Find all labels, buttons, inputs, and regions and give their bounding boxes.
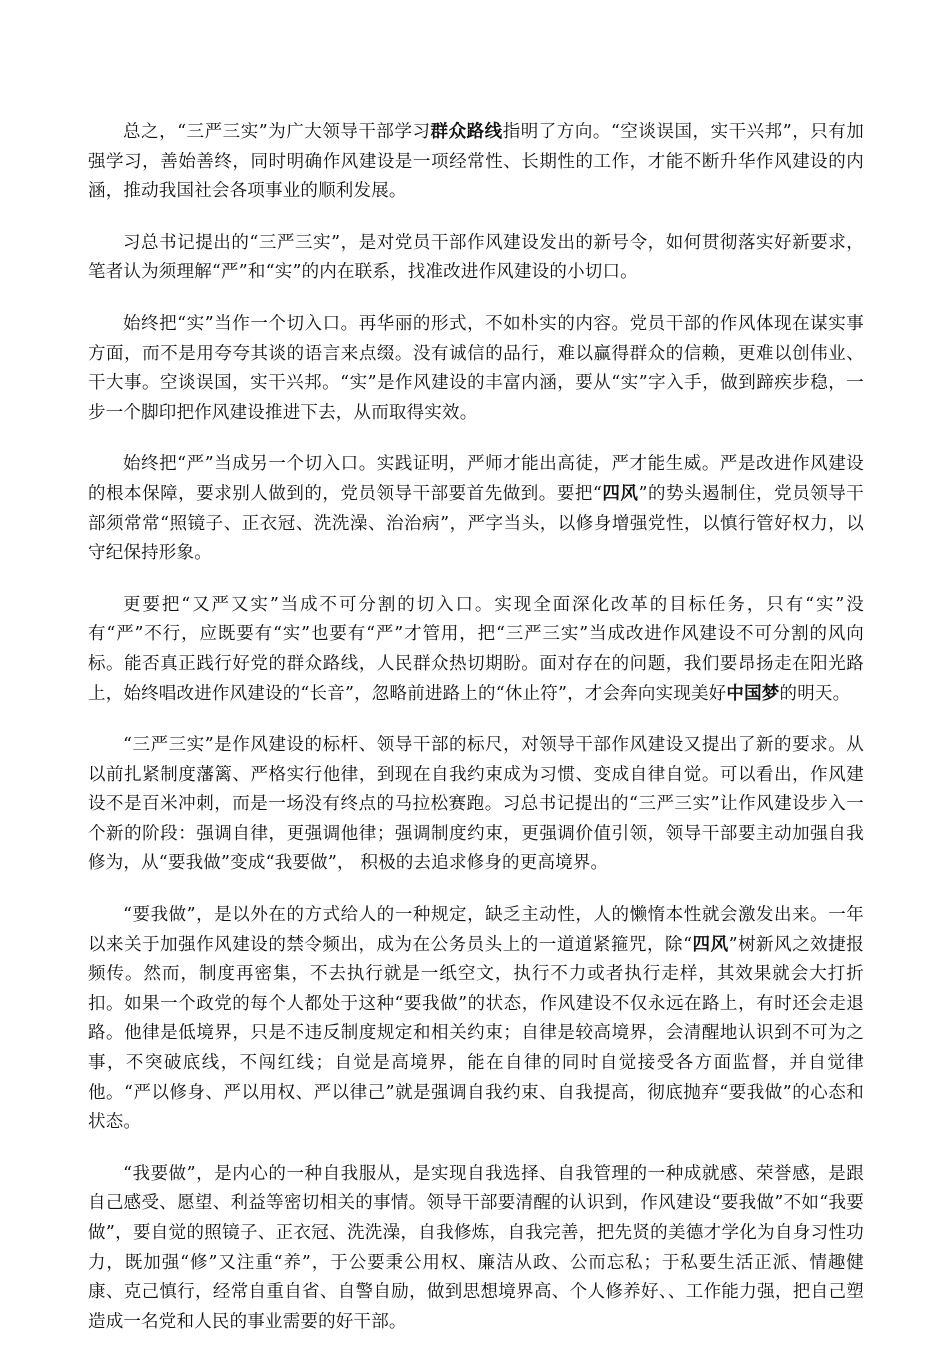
paragraph — [88, 591, 864, 709]
paragraph-text: 指明了方向。“空谈误国，实干兴邦”，只有加强学习，善始善终，同时明确作风建设是一项经常性、长期性的工作，才能不断升华作风建设的内涵，推动我国社会各项事业的顺利发展。 — [88, 122, 865, 202]
highlighted-term: 四风 — [692, 934, 729, 955]
paragraph-text: “三严三实”是作风建设的标杆、领导干部的标尺，对领导干部作风建设又提出了新的要求。从以前扎紧制度藩篱、严格实行他律，到现在自我约束成为习惯、变成自律自觉。可以看出，作风建设不是百米冲刺，而是一场没有终点的马拉松赛跑。习总书记提出的“三严三实”让作风建设步入一个新的阶段：强调自律，更强调他律；强调制度约束，更强调价值引领，领导干部要主动加强自我修为，从“要我做”变成“我要做”， 积极的去追求修身的更高境界。 — [88, 735, 864, 874]
paragraph-text: 始终把“严”当成另一个切入口。实践证明，严师才能出高徒，严才能生威。严是改进作风建设的根本保障，要求别人做到的，党员领导干部要首先做到。要把“ — [88, 454, 864, 504]
paragraph-text: ”的势头遏制住，党员领导干部须常常“照镜子、正衣冠、洗洗澡、治治病”，严字当头，以修身增强党性，以慎行管好权力，以守纪保持形象。 — [88, 483, 865, 564]
document-body — [88, 118, 864, 1359]
paragraph-text: 更要把“又严又实”当成不可分割的切入口。实现全面深化改革的目标任务，只有“实”没有“严”不行，应既要有“实”也要有“严”才管用，把“三严三实”当成改进作风建设不可分割的风向标。能否真正践行好党的群众路线，人民群众热切期盼。面对存在的问题，我们要昂扬走在阳光路上，始终唱改进作风建设的“长音”，忽略前进路上的“休止符”，才会奔向实现美好 — [88, 594, 864, 704]
paragraph-text: 的明天。 — [779, 683, 851, 704]
paragraph — [88, 450, 864, 568]
highlighted-term: 群众路线 — [430, 122, 503, 142]
paragraph — [88, 1160, 864, 1338]
paragraph-text: “我要做”，是内心的一种自我服从，是实现自我选择、自我管理的一种成就感、荣誉感，是跟自己感受、愿望、利益等密切相关的事情。领导干部要清醒的认识到，作风建设“要我做”不如“我要做”，要自觉的照镜子、正衣冠、洗洗澡，自我修炼，自我完善，把先贤的美德才学化为自身习性功力，既加强“修”又注重“养”，于公要秉公用权、廉洁从政、公而忘私；于私要生活正派、情趣健康、克己慎行，经常自重自省、自警自励，做到思想境界高、个人修养好、、工作能力强，把自己塑造成一名党和人民的事业需要的好干部。 — [88, 1163, 864, 1332]
highlighted-term: 四风 — [602, 483, 639, 504]
paragraph-text: 始终把“实”当作一个切入口。再华丽的形式，不如朴实的内容。党员干部的作风体现在谋实事方面，而不是用夸夸其谈的语言来点缀。没有诚信的品行，难以赢得群众的信赖，更难以创伟业、干大事。空谈误国，实干兴邦。“实”是作风建设的丰富内涵，要从“实”字入手，做到蹄疾步稳，一步一个脚印把作风建设推进下去，从而取得实效。 — [88, 313, 864, 423]
paragraph — [88, 731, 864, 879]
paragraph-text: ”树新风之效捷报频传。然而，制度再密集，不去执行就是一纸空文，执行不力或者执行走样，其效果就会大打折扣。如果一个政党的每个人都处于这种“要我做”的状态，作风建设不仅永远在路上，有时还会走退路。他律是低境界，只是不违反制度规定和相关约束；自律是较高境界，会清醒地认识到不可为之事，不突破底线，不闯红线；自觉是高境界，能在自律的同时自觉接受各方面监督，并自觉律他。“严以修身、严以用权、严以律己”就是强调自我约束、自我提高，彻底抛弃“要我做”的心态和状态。 — [88, 934, 864, 1133]
paragraph — [88, 901, 864, 1138]
paragraph-text: 习总书记提出的“三严三实”，是对党员干部作风建设发出的新号令，如何贯彻落实好新要求，笔者认为须理解“严”和“实”的内在联系，找准改进作风建设的小切口。 — [88, 232, 864, 283]
paragraph-text: 总之，“三严三实”为广大领导干部学习 — [123, 122, 431, 142]
paragraph — [88, 310, 864, 428]
paragraph-text: “要我做”，是以外在的方式给人的一种规定，缺乏主动性，人的懒惰本性就会激发出来。一年以来关于加强作风建设的禁令频出，成为在公务员头上的一道道紧箍咒，除“ — [88, 905, 864, 955]
paragraph — [88, 229, 864, 288]
paragraph — [88, 118, 864, 207]
highlighted-term: 中国梦 — [726, 683, 780, 704]
